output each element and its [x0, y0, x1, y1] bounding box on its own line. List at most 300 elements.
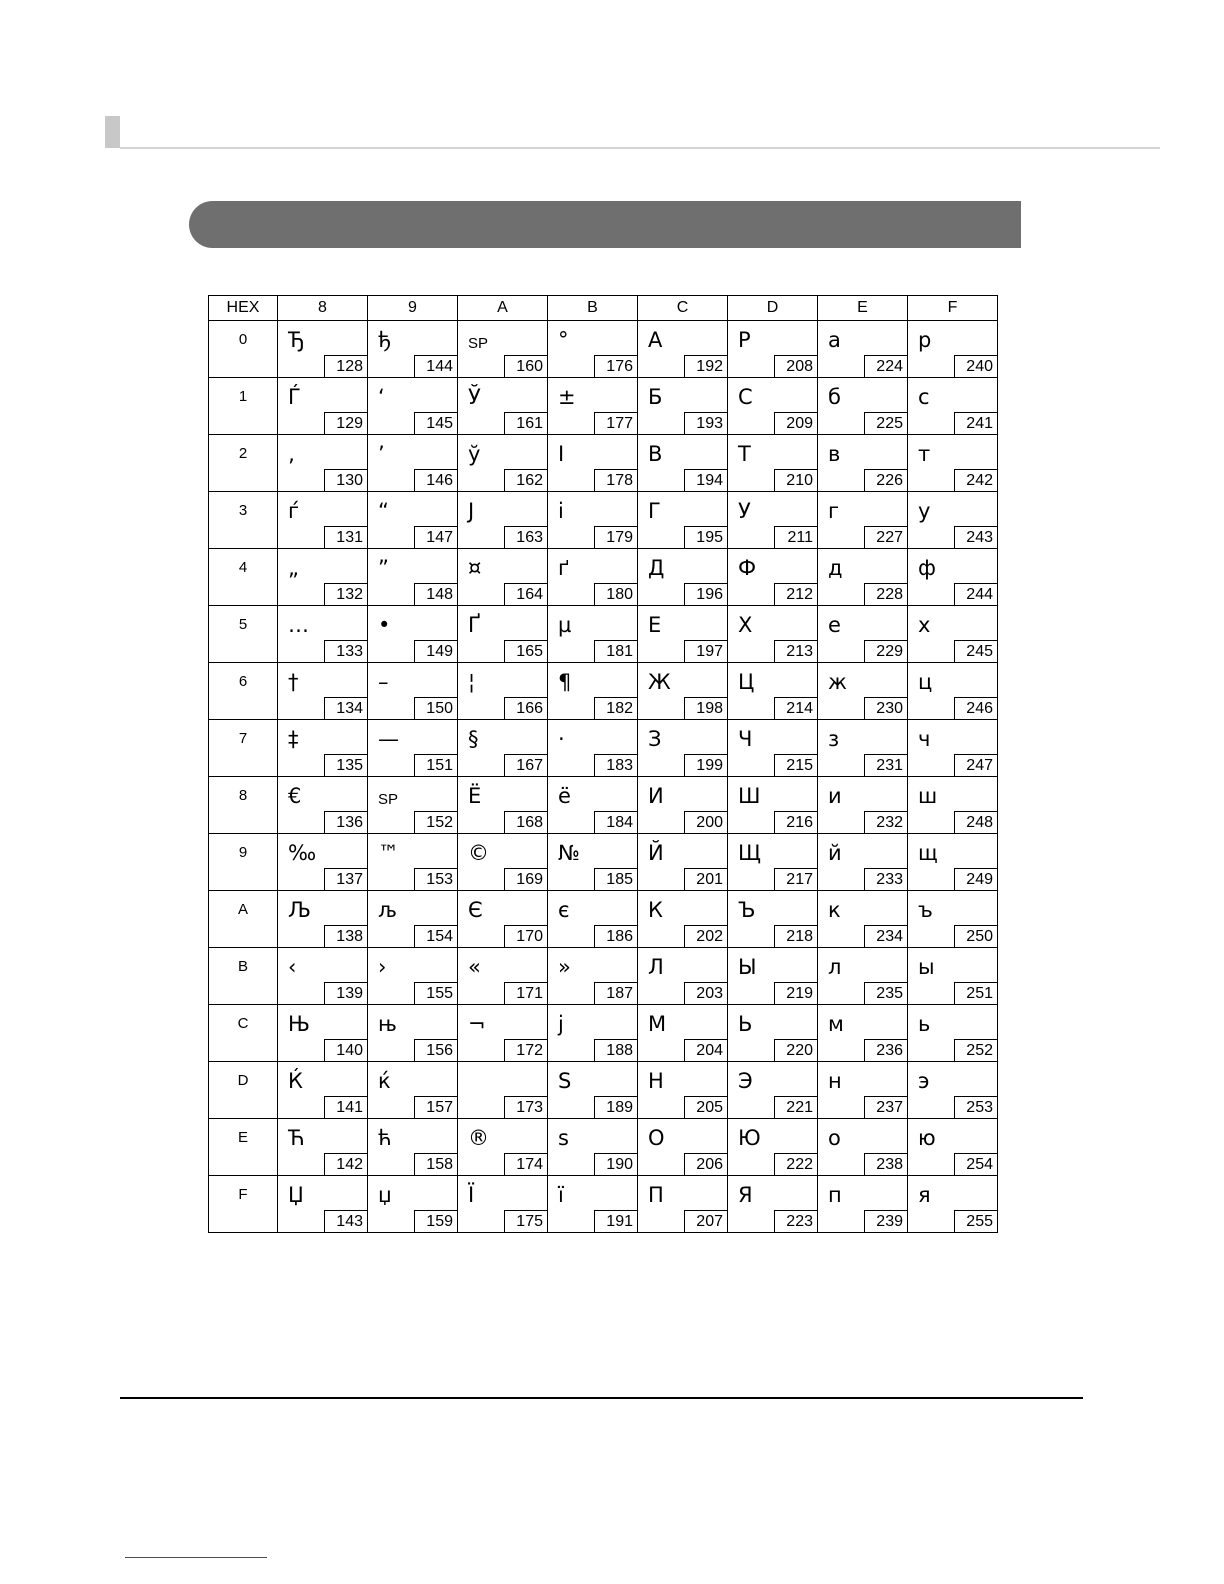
footer-link-underline	[125, 1557, 267, 1558]
decimal-code: 216	[774, 811, 817, 833]
decimal-code: 132	[324, 583, 367, 605]
char-glyph: р	[918, 328, 932, 352]
decimal-code: 165	[504, 640, 547, 662]
char-cell	[548, 321, 638, 378]
char-glyph: П	[648, 1183, 664, 1207]
decimal-code: 179	[594, 526, 637, 548]
section-title-bar	[189, 201, 1021, 248]
char-cell	[278, 435, 368, 492]
char-cell	[818, 492, 908, 549]
char-glyph: љ	[378, 898, 397, 922]
char-glyph: ’	[378, 442, 385, 466]
char-cell	[908, 1119, 998, 1176]
decimal-code: 163	[504, 526, 547, 548]
decimal-code: 144	[414, 355, 457, 377]
char-cell	[728, 435, 818, 492]
char-cell	[368, 1176, 458, 1233]
char-cell	[278, 948, 368, 1005]
char-cell	[638, 321, 728, 378]
row-header	[209, 891, 278, 948]
decimal-code: 178	[594, 469, 637, 491]
decimal-code: 190	[594, 1153, 637, 1175]
char-cell	[818, 777, 908, 834]
char-glyph: ђ	[378, 328, 392, 352]
char-cell	[458, 1176, 548, 1233]
char-cell	[458, 378, 548, 435]
char-cell	[728, 378, 818, 435]
char-glyph: Ў	[468, 385, 481, 409]
decimal-code: 141	[324, 1096, 367, 1118]
char-glyph: ф	[918, 556, 936, 580]
char-cell	[728, 834, 818, 891]
decimal-code: 202	[684, 925, 727, 947]
char-cell	[908, 777, 998, 834]
char-cell	[818, 606, 908, 663]
decimal-code: 184	[594, 811, 637, 833]
decimal-code: 146	[414, 469, 457, 491]
char-cell	[548, 891, 638, 948]
table-row	[209, 891, 998, 948]
char-cell	[728, 321, 818, 378]
decimal-code: 200	[684, 811, 727, 833]
char-cell	[638, 834, 728, 891]
row-header	[209, 378, 278, 435]
char-cell	[908, 1005, 998, 1062]
char-cell	[638, 663, 728, 720]
char-glyph: ю	[918, 1126, 936, 1150]
char-glyph: з	[828, 727, 840, 751]
decimal-code: 137	[324, 868, 367, 890]
decimal-code: 133	[324, 640, 367, 662]
char-cell	[368, 606, 458, 663]
char-glyph: э	[918, 1069, 930, 1093]
char-cell	[728, 1062, 818, 1119]
decimal-code: 175	[504, 1210, 547, 1232]
decimal-code: 131	[324, 526, 367, 548]
char-cell	[548, 948, 638, 1005]
char-glyph: Ѓ	[288, 385, 301, 409]
char-glyph: SP	[378, 791, 399, 808]
char-glyph: М	[648, 1012, 667, 1036]
char-cell	[278, 321, 368, 378]
decimal-code: 164	[504, 583, 547, 605]
char-glyph: ч	[918, 727, 931, 751]
row-header	[209, 435, 278, 492]
char-cell	[368, 834, 458, 891]
char-cell	[818, 1176, 908, 1233]
decimal-code: 169	[504, 868, 547, 890]
table-row	[209, 663, 998, 720]
char-cell	[548, 378, 638, 435]
decimal-code: 222	[774, 1153, 817, 1175]
char-glyph: я	[918, 1183, 931, 1207]
row-hex-label: 3	[238, 502, 248, 519]
row-hex-label: 4	[238, 559, 248, 576]
decimal-code: 204	[684, 1039, 727, 1061]
char-glyph: ¦	[468, 670, 476, 694]
decimal-code: 170	[504, 925, 547, 947]
decimal-code: 138	[324, 925, 367, 947]
char-cell	[368, 891, 458, 948]
decimal-code: 221	[774, 1096, 817, 1118]
row-hex-label: D	[237, 1072, 249, 1089]
char-cell	[818, 549, 908, 606]
decimal-code: 193	[684, 412, 727, 434]
decimal-code: 128	[324, 355, 367, 377]
char-glyph: Й	[648, 841, 664, 865]
char-glyph: О	[648, 1126, 665, 1150]
char-cell	[458, 948, 548, 1005]
char-cell	[638, 1176, 728, 1233]
char-cell	[548, 720, 638, 777]
char-glyph: ¤	[468, 556, 482, 580]
char-cell	[638, 1119, 728, 1176]
row-hex-label: F	[238, 1186, 248, 1203]
char-cell	[458, 492, 548, 549]
char-cell	[368, 948, 458, 1005]
char-cell	[278, 1005, 368, 1062]
decimal-code: 177	[594, 412, 637, 434]
decimal-code: 187	[594, 982, 637, 1004]
decimal-code: 136	[324, 811, 367, 833]
char-cell	[638, 777, 728, 834]
decimal-code: 225	[864, 412, 907, 434]
char-cell	[278, 834, 368, 891]
char-glyph: А	[648, 328, 663, 352]
char-glyph: Г	[648, 499, 661, 523]
table-row	[209, 1176, 998, 1233]
char-cell	[818, 321, 908, 378]
decimal-code: 148	[414, 583, 457, 605]
row-hex-label: A	[237, 901, 248, 918]
decimal-code: 208	[774, 355, 817, 377]
char-cell	[638, 948, 728, 1005]
decimal-code: 227	[864, 526, 907, 548]
char-cell	[818, 1062, 908, 1119]
decimal-code: 219	[774, 982, 817, 1004]
char-cell	[908, 1176, 998, 1233]
row-header	[209, 834, 278, 891]
char-cell	[278, 378, 368, 435]
table-row	[209, 435, 998, 492]
char-cell	[368, 1119, 458, 1176]
decimal-code: 152	[414, 811, 457, 833]
decimal-code: 228	[864, 583, 907, 605]
decimal-code: 223	[774, 1210, 817, 1232]
char-cell	[458, 606, 548, 663]
char-glyph: ¶	[558, 670, 572, 694]
char-cell	[638, 492, 728, 549]
char-glyph: И	[648, 784, 664, 808]
decimal-code: 242	[954, 469, 997, 491]
decimal-code: 250	[954, 925, 997, 947]
char-cell	[728, 1119, 818, 1176]
column-header: B	[548, 296, 638, 321]
decimal-code: 214	[774, 697, 817, 719]
char-glyph: Ш	[738, 784, 761, 808]
char-glyph: ©	[468, 841, 489, 865]
char-cell	[368, 1005, 458, 1062]
decimal-code: 174	[504, 1153, 547, 1175]
char-glyph: с	[918, 385, 930, 409]
decimal-code: 237	[864, 1096, 907, 1118]
row-header	[209, 948, 278, 1005]
char-glyph: §	[468, 727, 479, 751]
char-cell	[458, 321, 548, 378]
char-cell	[818, 1005, 908, 1062]
decimal-code: 159	[414, 1210, 457, 1232]
char-cell	[638, 1062, 728, 1119]
char-cell	[728, 1005, 818, 1062]
char-glyph: °	[558, 328, 569, 352]
row-header	[209, 549, 278, 606]
char-glyph: Ю	[738, 1126, 761, 1150]
column-header: 9	[368, 296, 458, 321]
header-rule	[120, 147, 1160, 149]
char-glyph: к	[828, 898, 841, 922]
decimal-code: 158	[414, 1153, 457, 1175]
row-hex-label: 7	[238, 730, 248, 747]
decimal-code: 182	[594, 697, 637, 719]
char-cell	[278, 1176, 368, 1233]
decimal-code: 232	[864, 811, 907, 833]
decimal-code: 206	[684, 1153, 727, 1175]
char-glyph: ж	[828, 670, 847, 694]
char-cell	[548, 834, 638, 891]
char-cell	[458, 1062, 548, 1119]
decimal-code: 234	[864, 925, 907, 947]
char-cell	[728, 663, 818, 720]
char-cell	[908, 435, 998, 492]
decimal-code: 194	[684, 469, 727, 491]
decimal-code: 153	[414, 868, 457, 890]
char-cell	[458, 777, 548, 834]
char-glyph: ѓ	[288, 499, 300, 523]
decimal-code: 147	[414, 526, 457, 548]
char-cell	[458, 435, 548, 492]
decimal-code: 238	[864, 1153, 907, 1175]
char-cell	[638, 891, 728, 948]
char-glyph: SP	[468, 335, 489, 352]
char-glyph: ы	[918, 955, 935, 979]
char-glyph: м	[828, 1012, 844, 1036]
char-glyph: х	[918, 613, 931, 637]
char-glyph: З	[648, 727, 662, 751]
table-row	[209, 720, 998, 777]
decimal-code: 215	[774, 754, 817, 776]
decimal-code: 143	[324, 1210, 367, 1232]
footer-rule	[120, 1397, 1083, 1399]
column-header: A	[458, 296, 548, 321]
char-cell	[638, 435, 728, 492]
char-glyph: ш	[918, 784, 938, 808]
char-glyph: Ї	[468, 1183, 475, 1207]
char-glyph: Д	[648, 556, 665, 580]
decimal-code: 247	[954, 754, 997, 776]
char-glyph: Є	[468, 898, 483, 922]
decimal-code: 176	[594, 355, 637, 377]
row-hex-label: C	[237, 1015, 249, 1032]
char-glyph: т	[918, 442, 931, 466]
decimal-code: 189	[594, 1096, 637, 1118]
char-cell	[728, 948, 818, 1005]
char-cell	[368, 549, 458, 606]
char-cell	[368, 777, 458, 834]
char-glyph: а	[828, 328, 841, 352]
column-header: F	[908, 296, 998, 321]
char-glyph: С	[738, 385, 753, 409]
char-cell	[908, 1062, 998, 1119]
decimal-code: 197	[684, 640, 727, 662]
char-glyph: І	[558, 442, 565, 466]
row-hex-label: B	[237, 958, 248, 975]
char-cell	[908, 321, 998, 378]
char-glyph: Ч	[738, 727, 753, 751]
decimal-code: 230	[864, 697, 907, 719]
char-glyph: «	[468, 955, 481, 979]
char-cell	[368, 492, 458, 549]
char-glyph: №	[558, 841, 580, 865]
decimal-code: 171	[504, 982, 547, 1004]
char-cell	[818, 378, 908, 435]
char-cell	[638, 720, 728, 777]
char-glyph: Ј	[468, 499, 475, 523]
decimal-code: 220	[774, 1039, 817, 1061]
char-glyph: ”	[378, 556, 389, 580]
table-row	[209, 492, 998, 549]
char-glyph: ќ	[378, 1069, 391, 1093]
char-cell	[728, 549, 818, 606]
char-glyph: й	[828, 841, 842, 865]
table-row	[209, 1062, 998, 1119]
decimal-code: 180	[594, 583, 637, 605]
char-glyph: €	[288, 784, 302, 808]
decimal-code: 185	[594, 868, 637, 890]
char-glyph: Љ	[288, 898, 311, 922]
row-header	[209, 1005, 278, 1062]
char-cell	[728, 777, 818, 834]
char-cell	[278, 549, 368, 606]
table-header-row	[209, 296, 998, 321]
row-header	[209, 1119, 278, 1176]
decimal-code: 195	[684, 526, 727, 548]
char-glyph: ц	[918, 670, 933, 694]
hex-corner-header: HEX	[209, 296, 278, 321]
decimal-code: 134	[324, 697, 367, 719]
char-cell	[278, 606, 368, 663]
decimal-code: 191	[594, 1210, 637, 1232]
char-glyph: ·	[558, 727, 565, 751]
char-glyph: —	[378, 727, 399, 751]
decimal-code: 172	[504, 1039, 547, 1061]
table-row	[209, 1005, 998, 1062]
char-glyph: ь	[918, 1012, 931, 1036]
table-row	[209, 606, 998, 663]
char-cell	[908, 720, 998, 777]
char-cell	[368, 378, 458, 435]
char-glyph: Ђ	[288, 328, 305, 352]
char-glyph: Њ	[288, 1012, 310, 1036]
char-cell	[458, 834, 548, 891]
char-glyph: ъ	[918, 898, 933, 922]
char-glyph: ћ	[378, 1126, 392, 1150]
decimal-code: 229	[864, 640, 907, 662]
char-glyph: Ф	[738, 556, 757, 580]
decimal-code: 207	[684, 1210, 727, 1232]
char-cell	[728, 1176, 818, 1233]
decimal-code: 198	[684, 697, 727, 719]
char-glyph: ѕ	[558, 1126, 569, 1150]
char-cell	[278, 891, 368, 948]
char-glyph: в	[828, 442, 841, 466]
char-cell	[908, 606, 998, 663]
char-glyph: і	[558, 499, 564, 523]
char-glyph: Л	[648, 955, 664, 979]
char-glyph: ‡	[288, 727, 299, 751]
char-glyph: н	[828, 1069, 842, 1093]
char-glyph: µ	[558, 613, 572, 637]
char-glyph: –	[378, 670, 389, 694]
decimal-code: 157	[414, 1096, 457, 1118]
decimal-code: 192	[684, 355, 727, 377]
table-row	[209, 834, 998, 891]
char-glyph: Х	[738, 613, 753, 637]
char-glyph: л	[828, 955, 842, 979]
decimal-code: 155	[414, 982, 457, 1004]
char-glyph: Р	[738, 328, 751, 352]
decimal-code: 188	[594, 1039, 637, 1061]
char-glyph: …	[288, 613, 309, 637]
char-cell	[368, 321, 458, 378]
decimal-code: 129	[324, 412, 367, 434]
decimal-code: 183	[594, 754, 637, 776]
char-glyph: Э	[738, 1069, 753, 1093]
decimal-code: 166	[504, 697, 547, 719]
char-glyph: ±	[558, 385, 576, 409]
table-row	[209, 321, 998, 378]
char-cell	[278, 720, 368, 777]
char-glyph: •	[378, 613, 391, 637]
decimal-code: 205	[684, 1096, 727, 1118]
char-glyph: Ћ	[288, 1126, 305, 1150]
decimal-code: 150	[414, 697, 457, 719]
char-glyph: д	[828, 556, 843, 580]
row-header	[209, 1176, 278, 1233]
decimal-code: 248	[954, 811, 997, 833]
char-glyph: щ	[918, 841, 938, 865]
char-cell	[368, 435, 458, 492]
char-glyph: ї	[558, 1183, 564, 1207]
decimal-code: 244	[954, 583, 997, 605]
decimal-code: 226	[864, 469, 907, 491]
column-header: 8	[278, 296, 368, 321]
decimal-code: 162	[504, 469, 547, 491]
char-cell	[458, 1119, 548, 1176]
row-header	[209, 663, 278, 720]
table-row	[209, 378, 998, 435]
decimal-code: 168	[504, 811, 547, 833]
char-cell	[908, 834, 998, 891]
decimal-code: 173	[504, 1096, 547, 1118]
char-cell	[908, 378, 998, 435]
char-glyph: Ж	[648, 670, 671, 694]
decimal-code: 161	[504, 412, 547, 434]
char-cell	[458, 891, 548, 948]
decimal-code: 231	[864, 754, 907, 776]
char-cell	[278, 777, 368, 834]
char-cell	[638, 606, 728, 663]
column-header: E	[818, 296, 908, 321]
